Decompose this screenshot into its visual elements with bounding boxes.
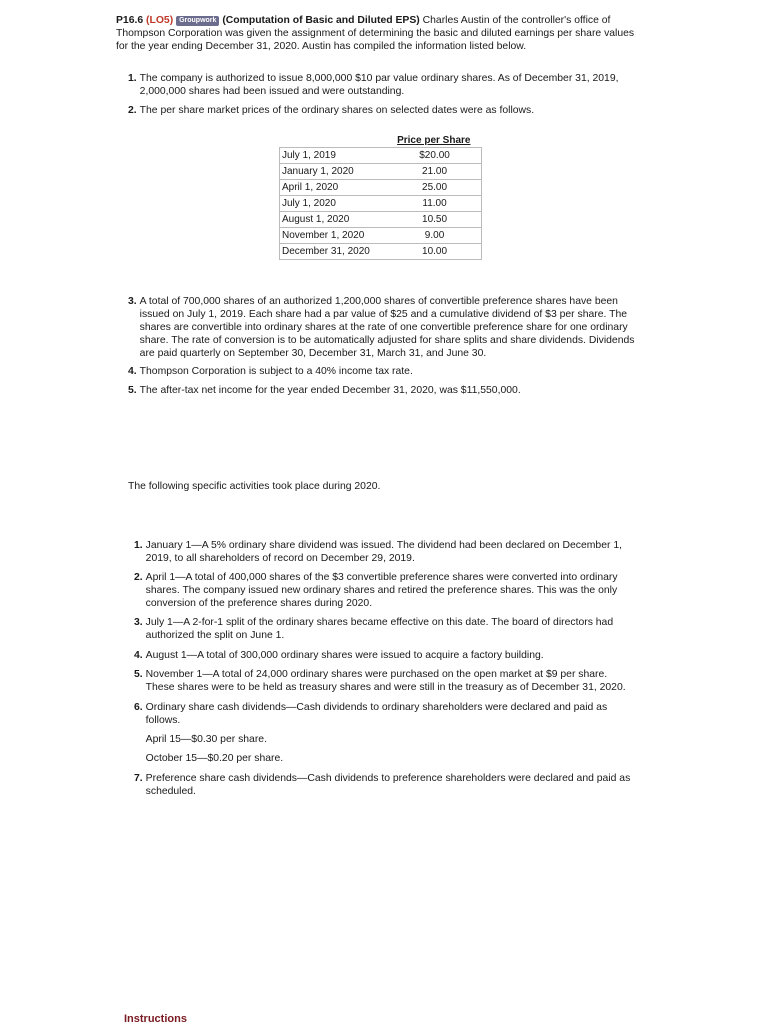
item-text: The per share market prices of the ordinary shares on selected dates were as follows. xyxy=(139,105,535,116)
activities-list xyxy=(134,539,634,798)
table-row xyxy=(280,228,482,244)
item-text: July 1—A 2-for-1 split of the ordinary shares became effective on this date. The board of directors had authorized the split on June 1. xyxy=(145,617,614,641)
date-cell: July 1, 2020 xyxy=(280,196,387,212)
info-item xyxy=(128,72,638,98)
item-number: 6. xyxy=(134,702,143,713)
item-text: A total of 700,000 shares of an authorized 1,200,000 shares of convertible preference shares have been issued on July 1, 2019. Each share had a par value of $25 and a cumulative dividend of $3 per share. The shares are convertible into ordinary shares at the rate of one convertible preference share for one ordinary share. The rate of conversion is to be automatically adjusted for share splits and share dividends. Dividends are paid quarterly on September 30, December 31, March 31, and June 30. xyxy=(139,296,635,359)
item-number: 5. xyxy=(134,669,143,680)
item-text: April 1—A total of 400,000 shares of the $3 convertible preference shares were converted into ordinary shares. The company issued new ordinary shares and retired the preference shares. This was the only conversion of the preference shares during 2020. xyxy=(145,572,618,609)
table-row xyxy=(280,164,482,180)
item-number: 3. xyxy=(134,617,143,628)
problem-title: (Computation of Basic and Diluted EPS) xyxy=(222,15,420,26)
date-cell: December 31, 2020 xyxy=(280,244,387,260)
item-text: August 1—A total of 300,000 ordinary shares were issued to acquire a factory building. xyxy=(145,650,544,661)
item-text: The company is authorized to issue 8,000,000 $10 par value ordinary shares. As of December 31, 2019, 2,000,000 shares had been issued and were outstanding. xyxy=(139,73,619,97)
price-cell: 9.00 xyxy=(386,228,481,244)
item-text: November 1—A total of 24,000 ordinary shares were purchased on the open market at $9 per share. These shares were to be held as treasury shares and were still in the treasury as of December 31, 2020. xyxy=(145,669,626,693)
item-number: 1. xyxy=(134,540,143,551)
table-header-price: Price per Share xyxy=(397,134,471,146)
dividend-line: April 15—$0.30 per share. xyxy=(145,734,267,745)
date-cell: August 1, 2020 xyxy=(280,212,387,228)
activity-item xyxy=(134,772,634,798)
item-text: Preference share cash dividends—Cash dividends to preference shareholders were declared and paid as scheduled. xyxy=(145,773,631,797)
info-list-1 xyxy=(128,72,638,117)
item-text: The after-tax net income for the year ended December 31, 2020, was $11,550,000. xyxy=(139,385,521,396)
info-item xyxy=(128,365,638,378)
learning-objective: (LO5) xyxy=(146,15,174,26)
info-item xyxy=(128,295,638,360)
item-text xyxy=(146,701,634,765)
date-cell: November 1, 2020 xyxy=(280,228,387,244)
item-number: 2. xyxy=(134,572,143,583)
table-row xyxy=(280,196,482,212)
table-row xyxy=(280,180,482,196)
price-cell: 10.50 xyxy=(386,212,481,228)
date-cell: April 1, 2020 xyxy=(280,180,387,196)
item-text: January 1—A 5% ordinary share dividend was issued. The dividend had been declared on December 1, 2019, to all shareholders of record on December 29, 2019. xyxy=(145,540,623,564)
table-row xyxy=(280,244,482,260)
item-number: 2. xyxy=(128,105,137,116)
table-row xyxy=(280,148,482,164)
price-cell: 21.00 xyxy=(386,164,481,180)
price-cell: 10.00 xyxy=(386,244,481,260)
item-text-main: Ordinary share cash dividends—Cash dividends to ordinary shareholders were declared and paid as follows. xyxy=(145,702,608,726)
instructions-heading: Instructions xyxy=(124,1013,187,1025)
activity-item xyxy=(134,571,634,610)
activity-item xyxy=(134,649,634,662)
dividend-line: October 15—$0.20 per share. xyxy=(145,753,284,764)
problem-id: P16.6 xyxy=(116,15,144,26)
groupwork-badge: Groupwork xyxy=(176,16,219,26)
info-item xyxy=(128,104,638,117)
problem-text: Charles Austin of the controller's office of Thompson Corporation was given the assignment of determining the basic and diluted earnings per share values for the year ending December 31, 2020. Austin has compiled the information listed below. xyxy=(116,15,635,52)
date-cell: January 1, 2020 xyxy=(280,164,387,180)
table-header-date xyxy=(280,133,387,148)
table-row xyxy=(280,212,482,228)
item-number: 4. xyxy=(134,650,143,661)
activity-item xyxy=(134,616,634,642)
item-number: 4. xyxy=(128,366,137,377)
price-cell: 11.00 xyxy=(386,196,481,212)
price-cell: $20.00 xyxy=(386,148,481,164)
item-number: 5. xyxy=(128,385,137,396)
item-text: Thompson Corporation is subject to a 40% income tax rate. xyxy=(139,366,413,377)
info-list-2 xyxy=(128,295,638,397)
activity-item xyxy=(134,668,634,694)
price-table xyxy=(279,133,482,260)
price-cell: 25.00 xyxy=(386,180,481,196)
item-number: 1. xyxy=(128,73,137,84)
info-item xyxy=(128,384,638,397)
date-cell: July 1, 2019 xyxy=(280,148,387,164)
item-number: 7. xyxy=(134,773,143,784)
activity-item xyxy=(134,701,634,765)
activities-intro: The following specific activities took place during 2020. xyxy=(128,481,381,492)
item-number: 3. xyxy=(128,296,137,307)
problem-header xyxy=(116,14,636,53)
activity-item xyxy=(134,539,634,565)
